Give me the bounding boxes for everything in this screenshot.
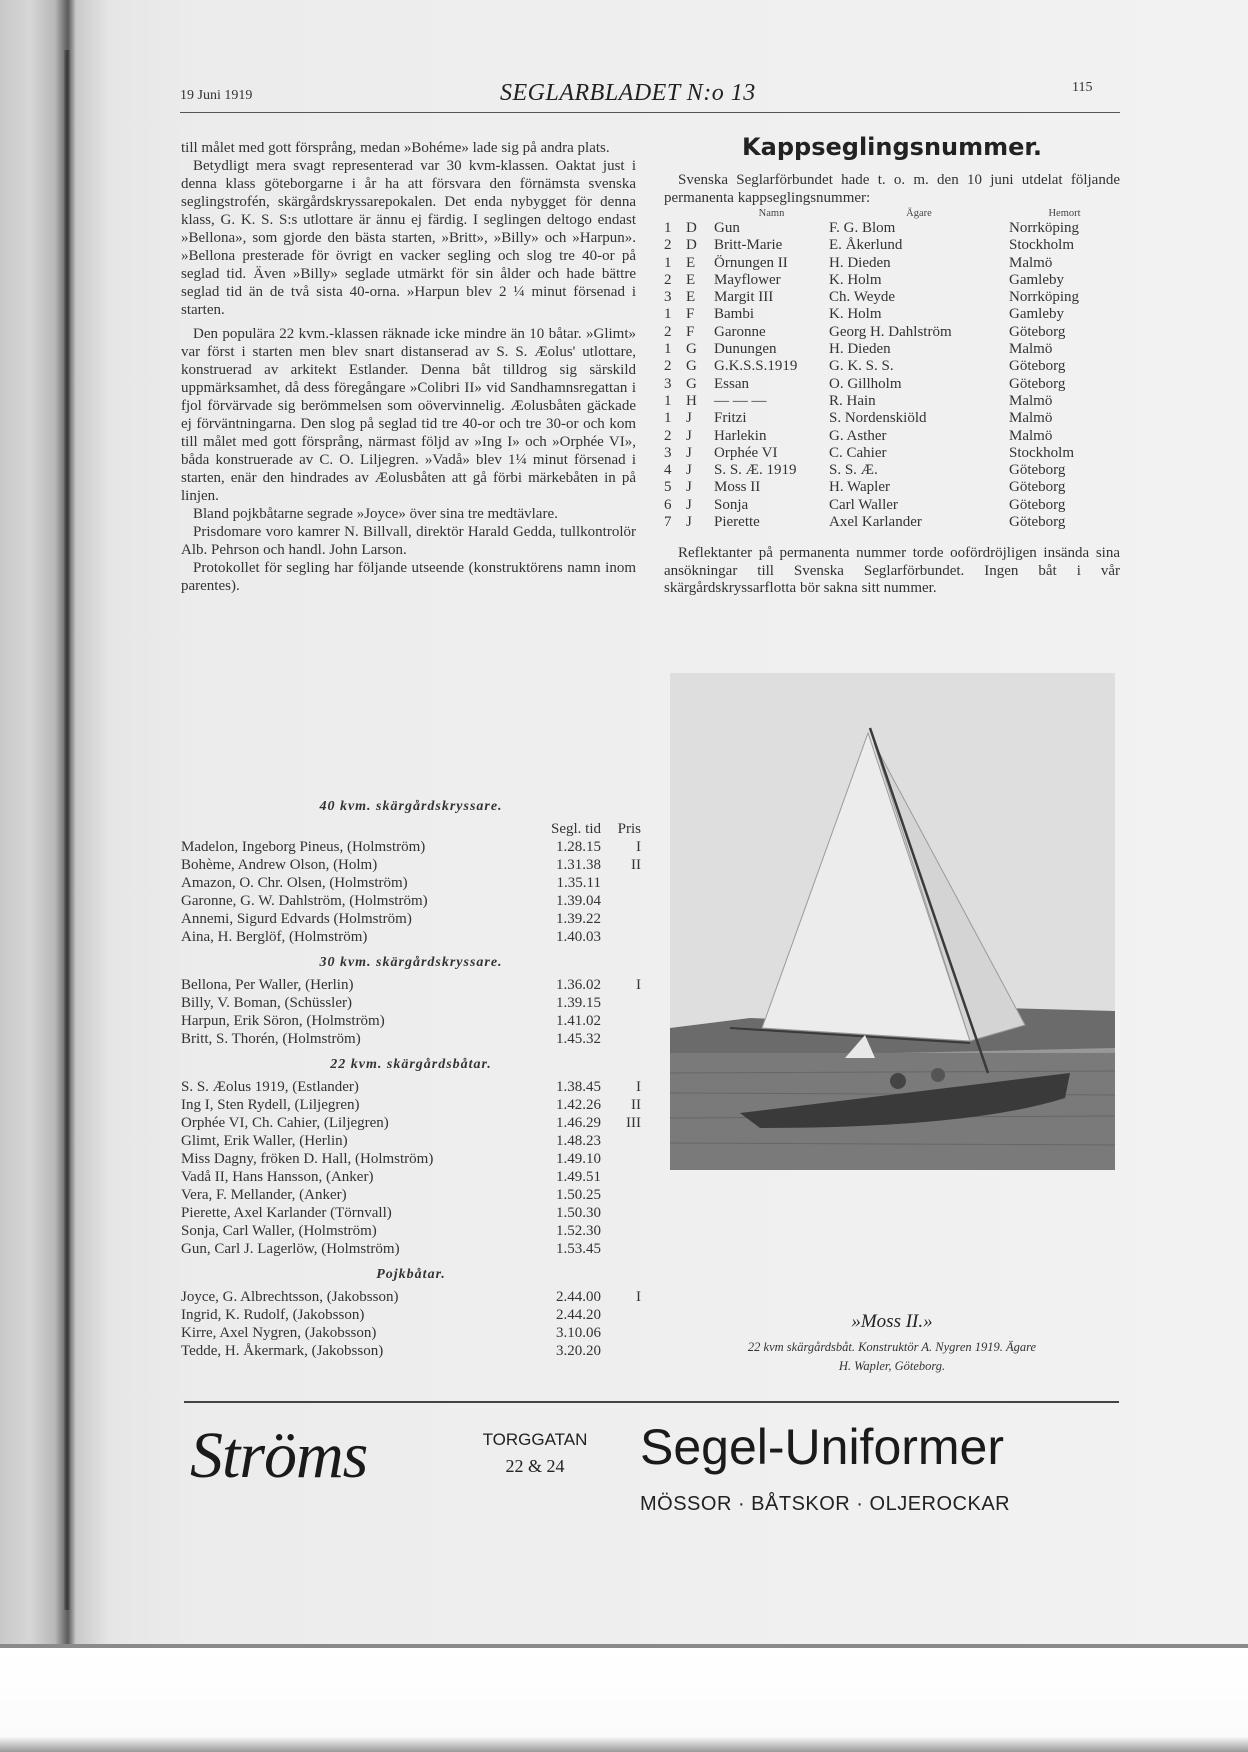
registry-owner: Carl Waller xyxy=(829,496,898,513)
registry-number: 3 xyxy=(664,444,672,461)
registry-number: 3 xyxy=(664,375,672,392)
registry-boat-name: Mayflower xyxy=(714,271,781,288)
results-prize: II xyxy=(631,1097,641,1113)
header-rule xyxy=(180,112,1120,113)
registry-home-port: Malmö xyxy=(1009,341,1053,358)
registry-boat-name: Bambi xyxy=(714,306,754,323)
registry-boat-name: S. S. Æ. 1919 xyxy=(714,462,797,479)
registry-home-port: Gamleby xyxy=(1009,306,1064,323)
registry-col-name: Namn xyxy=(758,208,785,219)
results-time: 1.52.30 xyxy=(556,1223,601,1239)
advert-address xyxy=(455,1430,615,1477)
results-time: 1.49.10 xyxy=(556,1151,601,1167)
registry-row xyxy=(664,410,1120,427)
registry-home-port: Malmö xyxy=(1009,427,1053,444)
results-entry: Ingrid, K. Rudolf, (Jakobsson) xyxy=(181,1307,365,1323)
results-section-title: 22 kvm. skärgårdsbåtar. xyxy=(330,1057,492,1072)
registry-header xyxy=(664,207,1120,220)
results-row xyxy=(181,1324,641,1342)
results-row xyxy=(181,994,641,1012)
registry-owner: F. G. Blom xyxy=(829,220,896,236)
registry-home-port: Göteborg xyxy=(1009,514,1066,531)
registry-row xyxy=(664,445,1120,462)
results-time: 1.50.25 xyxy=(556,1187,601,1203)
results-header xyxy=(181,820,641,838)
results-row xyxy=(181,976,641,994)
results-entry: Glimt, Erik Waller, (Herlin) xyxy=(181,1133,348,1149)
registry-owner: K. Holm xyxy=(829,271,882,288)
registry-row xyxy=(664,341,1120,358)
registry-number: 1 xyxy=(664,306,672,323)
registry-home-port: Malmö xyxy=(1009,254,1053,271)
registry-owner: Axel Karlander xyxy=(829,514,922,531)
results-section-title: Pojkbåtar. xyxy=(376,1267,446,1282)
registry-number: 2 xyxy=(664,237,672,254)
registry-number: 1 xyxy=(664,220,672,236)
registry-row xyxy=(664,428,1120,445)
results-time: 1.36.02 xyxy=(556,977,601,993)
sailor xyxy=(890,1073,906,1089)
registry-owner: O. Gillholm xyxy=(829,375,902,392)
left-column-article xyxy=(181,139,636,595)
registry-class: J xyxy=(686,514,692,531)
registry-class: D xyxy=(686,237,697,254)
registry-boat-name: Harlekin xyxy=(714,427,767,444)
results-col-prize: Pris xyxy=(617,821,641,837)
results-row xyxy=(181,1012,641,1030)
results-row xyxy=(181,874,641,892)
registry-number: 5 xyxy=(664,479,672,496)
registry-owner: C. Cahier xyxy=(829,444,887,461)
results-time: 1.28.15 xyxy=(556,839,601,855)
results-entry: Britt, S. Thorén, (Holmström) xyxy=(181,1031,361,1047)
registry-home-port: Stockholm xyxy=(1009,237,1075,254)
registry-class: J xyxy=(686,410,692,427)
results-time: 1.42.26 xyxy=(556,1097,601,1113)
paragraph: Betydligt mera svagt representerad var 30 kvm-klassen. Oaktat just i denna klass göteborgarne i år ha att försvara den förnämsta svenska seglingstrofén, skärgårdskryssarepokalen. Det enda nybygget för denna klass, G. K. S. S:s utlottare är ännu ej färdig. I seglingen deltogo endast »Bellona», som gjorde den bästa starten, »Britt», »Billy» och »Harpun». »Bellona presterade för övrigt en vacker segling och slog tre 40-or på seglad tid. Även »Billy» seglade utmärkt för sin ålder och hade bättre seglad tid än de två sista 40-orna. »Harpun blev 2 ¼ minut försenad i starten. xyxy=(181,158,636,318)
registry-owner: H. Dieden xyxy=(829,254,891,271)
registry-class: D xyxy=(686,220,697,236)
article-intro: Svenska Seglarförbundet hade t. o. m. den 10 juni utdelat följande permanenta kappseglingsnummer: xyxy=(664,172,1120,206)
registry-home-port: Malmö xyxy=(1009,410,1053,427)
article-outro: Reflektanter på permanenta nummer torde oofördröjligen insända sina ansökningar till Svenska Seglarförbundet. Ingen båt i vår skärgårdskryssarflotta bör sakna sitt nummer. xyxy=(664,545,1120,597)
results-time: 3.20.20 xyxy=(556,1343,601,1359)
results-entry: Aina, H. Berglöf, (Holmström) xyxy=(181,929,368,945)
registry-row xyxy=(664,514,1120,531)
registry-home-port: Göteborg xyxy=(1009,462,1066,479)
registry-class: F xyxy=(686,306,695,323)
registry-col-home: Hemort xyxy=(1048,208,1081,219)
registry-home-port: Malmö xyxy=(1009,392,1053,409)
photo-caption xyxy=(664,1338,1120,1376)
paragraph: Den populära 22 kvm.-klassen räknade icke mindre än 10 båtar. »Glimt» var först i starten men blev snart distanserad av S. S. Æolus' utlottare, konstruerad av arkitekt Estlander. Denna båt tilldrog sig särskild uppmärksamhet, då dess föregångare »Colibri II» vid Sandhamnsregattan i fjol förvärvade sig berömmelsen som oövervinnelig. Æolusbåten gäckade ej förväntningarna. Den slog på seglad tid tre 40-or och tre 30-or och kom till målet med gott försprång, närmast följd av »Ing I» och »Orphée VI», båda konstruerade av C. O. Liljegren. »Vadå» blev 1¼ minut försenad i starten, enär den hindrades av Æolusbåten att gå förbi märkebåten in på linjen. xyxy=(181,326,636,504)
right-column-article xyxy=(664,133,1120,598)
registry-boat-name: Moss II xyxy=(714,479,761,496)
registry-home-port: Göteborg xyxy=(1009,323,1066,340)
results-entry: Kirre, Axel Nygren, (Jakobsson) xyxy=(181,1325,377,1341)
results-time: 1.39.04 xyxy=(556,893,601,909)
results-row xyxy=(181,1150,641,1168)
results-entry: Bohème, Andrew Olson, (Holm) xyxy=(181,857,378,873)
registry-number: 1 xyxy=(664,341,672,358)
registry-owner: R. Hain xyxy=(829,392,876,409)
results-row xyxy=(181,838,641,856)
paragraph: till målet med gott försprång, medan »Bohéme» lade sig på andra plats. xyxy=(181,140,610,156)
registry-boat-name: Pierette xyxy=(714,514,760,531)
results-time: 1.48.23 xyxy=(556,1133,601,1149)
results-row xyxy=(181,1306,641,1324)
registry-number: 4 xyxy=(664,462,672,479)
results-time: 1.41.02 xyxy=(556,1013,601,1029)
registry-owner: K. Holm xyxy=(829,306,882,323)
book-gutter-shadow xyxy=(64,50,70,1610)
registry-owner: Georg H. Dahlström xyxy=(829,323,952,340)
page-number: 115 xyxy=(1072,80,1093,95)
registry-home-port: Gamleby xyxy=(1009,271,1064,288)
registry-row xyxy=(664,272,1120,289)
registry-owner: H. Wapler xyxy=(829,479,890,496)
results-row xyxy=(181,1168,641,1186)
results-entry: Harpun, Erik Söron, (Holmström) xyxy=(181,1013,385,1029)
results-row xyxy=(181,1030,641,1048)
results-time: 2.44.20 xyxy=(556,1307,601,1323)
registry-home-port: Stockholm xyxy=(1009,444,1075,461)
advert-street: TORGGATAN xyxy=(482,1430,588,1449)
paragraph: Bland pojkbåtarne segrade »Joyce» över sina tre medtävlare. xyxy=(193,506,558,522)
results-time: 1.40.03 xyxy=(556,929,601,945)
photo-caption-title: »Moss II.» xyxy=(851,1311,933,1332)
results-row xyxy=(181,1342,641,1360)
registry-row xyxy=(664,462,1120,479)
paragraph: Protokollet för segling har följande utseende (konstruktörens namn inom parentes). xyxy=(181,560,636,594)
results-time: 2.44.00 xyxy=(556,1289,601,1305)
results-entry: Joyce, G. Albrechtsson, (Jakobsson) xyxy=(181,1289,399,1305)
paragraph: Prisdomare voro kamrer N. Billvall, direktör Harald Gedda, tullkontrolör Alb. Pehrson och handl. John Larson. xyxy=(181,524,636,558)
results-time: 1.39.22 xyxy=(556,911,601,927)
results-prize: II xyxy=(631,857,641,873)
results-entry: Sonja, Carl Waller, (Holmström) xyxy=(181,1223,377,1239)
registry-number: 2 xyxy=(664,323,672,340)
registry-class: G xyxy=(686,341,697,358)
results-time: 1.39.15 xyxy=(556,995,601,1011)
registry-class: J xyxy=(686,462,692,479)
registry-number: 3 xyxy=(664,289,672,306)
registry-class: J xyxy=(686,427,692,444)
registry-owner: S. Nordenskiöld xyxy=(829,410,927,427)
registry-boat-name: Orphée VI xyxy=(714,444,778,461)
registry-boat-name: Sonja xyxy=(714,496,749,513)
results-col-time: Segl. tid xyxy=(550,821,601,837)
registry-row xyxy=(664,497,1120,514)
registry-home-port: Göteborg xyxy=(1009,496,1066,513)
sailboat-illustration xyxy=(670,673,1115,1170)
results-row xyxy=(181,1204,641,1222)
results-entry: Gun, Carl J. Lagerlöw, (Holmström) xyxy=(181,1241,400,1257)
results-entry: S. S. Æolus 1919, (Estlander) xyxy=(181,1079,359,1095)
registry-number: 7 xyxy=(664,514,672,531)
registry-boat-name: Gun xyxy=(714,220,740,236)
results-row xyxy=(181,1114,641,1132)
article-title: Kappseglingsnummer. xyxy=(742,133,1042,161)
results-prize: I xyxy=(636,1079,641,1095)
registry-row xyxy=(664,376,1120,393)
results-entry: Amazon, O. Chr. Olsen, (Holmström) xyxy=(181,875,408,891)
registry-row xyxy=(664,393,1120,410)
registry-row xyxy=(664,237,1120,254)
registry-list xyxy=(664,220,1120,531)
results-entry: Tedde, H. Åkermark, (Jakobsson) xyxy=(181,1343,384,1359)
registry-home-port: Göteborg xyxy=(1009,479,1066,496)
advert-brand: Ströms xyxy=(190,1419,368,1492)
registry-col-owner: Ägare xyxy=(906,208,932,219)
results-section-title: 30 kvm. skärgårdskryssare. xyxy=(319,955,503,970)
results-time: 1.38.45 xyxy=(556,1079,601,1095)
results-prize: I xyxy=(636,1289,641,1305)
results-row xyxy=(181,1240,641,1258)
registry-row xyxy=(664,306,1120,323)
results-entry: Bellona, Per Waller, (Herlin) xyxy=(181,977,354,993)
results-row xyxy=(181,856,641,874)
registry-class: J xyxy=(686,496,692,513)
results-entry: Vadå II, Hans Hansson, (Anker) xyxy=(181,1169,374,1185)
registry-boat-name: Essan xyxy=(714,375,749,392)
registry-row xyxy=(664,358,1120,375)
registry-row xyxy=(664,255,1120,272)
photo-caption-line: 22 kvm skärgårdsbåt. Konstruktör A. Nygren 1919. Ägare xyxy=(747,1340,1037,1354)
results-row xyxy=(181,1222,641,1240)
registry-number: 1 xyxy=(664,254,672,271)
results-section-title: 40 kvm. skärgårdskryssare. xyxy=(319,799,503,814)
scanner-background xyxy=(0,1648,1248,1752)
results-row xyxy=(181,910,641,928)
registry-row xyxy=(664,479,1120,496)
registry-boat-name: Dunungen xyxy=(714,341,777,358)
results-entry: Orphée VI, Ch. Cahier, (Liljegren) xyxy=(181,1115,389,1131)
results-row xyxy=(181,1096,641,1114)
results-row xyxy=(181,928,641,946)
results-time: 1.45.32 xyxy=(556,1031,601,1047)
registry-boat-name: Fritzi xyxy=(714,410,747,427)
results-time: 1.35.11 xyxy=(556,875,601,891)
registry-number: 2 xyxy=(664,271,672,288)
registry-owner: G. K. S. S. xyxy=(829,358,894,375)
registry-class: G xyxy=(686,358,697,375)
registry-number: 1 xyxy=(664,392,672,409)
registry-row xyxy=(664,324,1120,341)
registry-boat-name: Garonne xyxy=(714,323,766,340)
registry-owner: S. S. Æ. xyxy=(829,462,878,479)
results-entry: Pierette, Axel Karlander (Törnvall) xyxy=(181,1205,392,1221)
results-entry: Miss Dagny, fröken D. Hall, (Holmström) xyxy=(181,1151,434,1167)
registry-class: G xyxy=(686,375,697,392)
results-entry: Billy, V. Boman, (Schüssler) xyxy=(181,995,352,1011)
registry-boat-name: Britt-Marie xyxy=(714,237,783,254)
registry-class: E xyxy=(686,289,696,306)
registry-home-port: Norrköping xyxy=(1009,220,1079,236)
registry-owner: H. Dieden xyxy=(829,341,891,358)
advert-rule xyxy=(184,1401,1119,1403)
results-time: 3.10.06 xyxy=(556,1325,601,1341)
results-row xyxy=(181,1186,641,1204)
registry-class: H xyxy=(686,392,697,409)
registry-number: 2 xyxy=(664,427,672,444)
registry-boat-name: G.K.S.S.1919 xyxy=(714,358,798,375)
results-row xyxy=(181,1078,641,1096)
registry-boat-name: Margit III xyxy=(714,289,774,306)
photo-caption-line: H. Wapler, Göteborg. xyxy=(838,1359,946,1373)
registry-class: F xyxy=(686,323,695,340)
sailboat-photo xyxy=(670,673,1115,1170)
registry-number: 2 xyxy=(664,358,672,375)
publication-title: SEGLARBLADET N:o 13 xyxy=(500,80,756,106)
results-entry: Annemi, Sigurd Edvards (Holmström) xyxy=(181,911,412,927)
registry-owner: G. Asther xyxy=(829,427,887,444)
sailor xyxy=(931,1068,945,1082)
results-time: 1.46.29 xyxy=(556,1115,601,1131)
registry-home-port: Göteborg xyxy=(1009,375,1066,392)
advert-headline: Segel-Uniformer xyxy=(640,1419,1005,1475)
results-prize: I xyxy=(636,977,641,993)
results-prize: III xyxy=(626,1115,641,1131)
registry-row xyxy=(664,220,1120,237)
results-row xyxy=(181,1132,641,1150)
registry-boat-name: Örnungen II xyxy=(714,254,788,271)
results-row xyxy=(181,892,641,910)
registry-class: J xyxy=(686,479,692,496)
results-entry: Madelon, Ingeborg Pineus, (Holmström) xyxy=(181,839,426,855)
advert-street-numbers: 22 & 24 xyxy=(505,1456,565,1476)
results-entry: Ing I, Sten Rydell, (Liljegren) xyxy=(181,1097,360,1113)
race-results xyxy=(181,790,641,1360)
registry-owner: Ch. Weyde xyxy=(829,289,896,306)
registry-class: E xyxy=(686,254,696,271)
advert-items: MÖSSOR · BÅTSKOR · OLJEROCKAR xyxy=(640,1493,1011,1515)
registry-number: 1 xyxy=(664,410,672,427)
results-time: 1.50.30 xyxy=(556,1205,601,1221)
header-date: 19 Juni 1919 xyxy=(180,88,253,103)
registry-row xyxy=(664,289,1120,306)
registry-number: 6 xyxy=(664,496,672,513)
registry-owner: E. Åkerlund xyxy=(829,237,903,254)
registry-home-port: Göteborg xyxy=(1009,358,1066,375)
registry-boat-name: — — — xyxy=(714,392,767,409)
results-prize: I xyxy=(636,839,641,855)
results-time: 1.31.38 xyxy=(556,857,601,873)
registry-class: E xyxy=(686,271,696,288)
results-row xyxy=(181,1288,641,1306)
registry-home-port: Norrköping xyxy=(1009,289,1079,306)
results-entry: Vera, F. Mellander, (Anker) xyxy=(181,1187,347,1203)
registry-class: J xyxy=(686,444,692,461)
results-time: 1.49.51 xyxy=(556,1169,601,1185)
results-entry: Garonne, G. W. Dahlström, (Holmström) xyxy=(181,893,428,909)
results-time: 1.53.45 xyxy=(556,1241,601,1257)
